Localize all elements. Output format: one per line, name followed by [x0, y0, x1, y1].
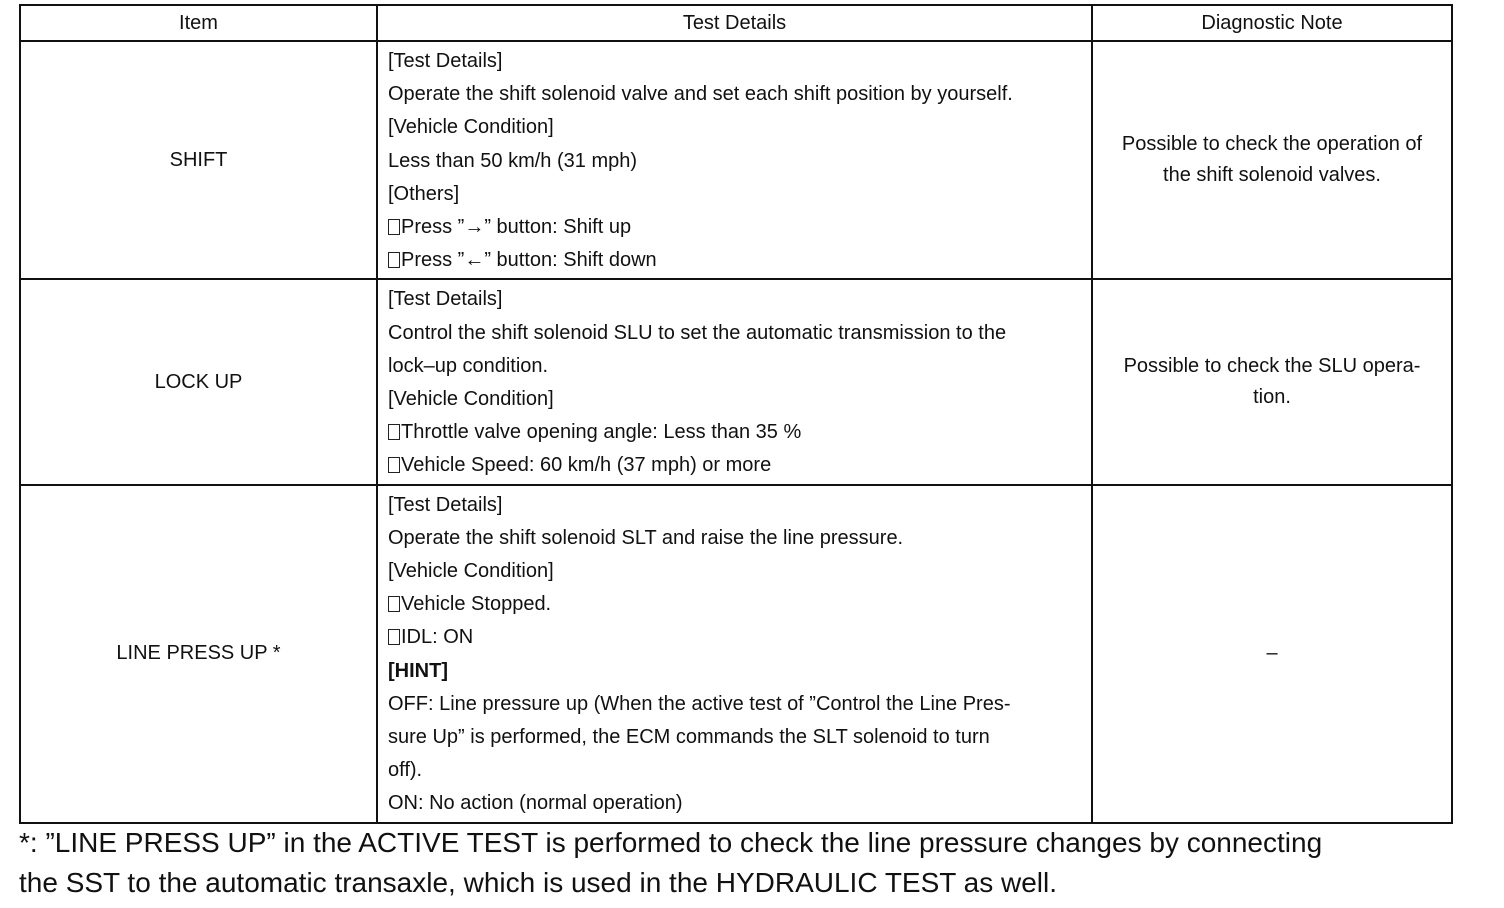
detail-text: [Test Details]	[388, 493, 503, 516]
detail-line	[388, 283, 1083, 316]
detail-text: OFF: Line pressure up (When the active test of ”Control the Line Pres-	[388, 692, 1011, 715]
header-diagnostic-note: Diagnostic Note	[1092, 5, 1452, 41]
detail-line	[388, 350, 1083, 383]
detail-text: [HINT]	[388, 659, 448, 682]
header-item: Item	[20, 5, 377, 41]
detail-text: Operate the shift solenoid SLT and raise the line pressure.	[388, 526, 904, 549]
detail-text: Vehicle Stopped.	[401, 593, 552, 616]
test-details-cell	[377, 279, 1092, 484]
detail-line	[388, 688, 1083, 721]
table-row	[20, 485, 1452, 823]
detail-text: [Test Details]	[388, 288, 503, 311]
table-row	[20, 41, 1452, 279]
detail-line	[388, 178, 1083, 211]
detail-text: Vehicle Speed: 60 km/h (37 mph) or more	[401, 454, 772, 477]
header-test-details: Test Details	[377, 5, 1092, 41]
note-line: tion.	[1253, 386, 1291, 409]
detail-text: Throttle valve opening angle: Less than 35 %	[401, 421, 802, 444]
diagnostic-note-cell	[1092, 41, 1452, 279]
note-line: the shift solenoid valves.	[1163, 164, 1381, 187]
diagnostic-note-cell	[1092, 279, 1452, 484]
detail-line	[388, 754, 1083, 787]
detail-text: ON: No action (normal operation)	[388, 792, 683, 815]
item-cell: LINE PRESS UP *	[20, 485, 377, 823]
active-test-table	[19, 4, 1453, 824]
footnote	[19, 823, 1479, 903]
detail-line	[388, 145, 1083, 178]
item-cell: SHIFT	[20, 41, 377, 279]
note-line: Possible to check the SLU opera-	[1123, 355, 1421, 378]
test-details-cell	[377, 41, 1092, 279]
detail-line	[388, 655, 1083, 688]
detail-text: Press ”←” button: Shift down	[401, 249, 657, 272]
detail-text: IDL: ON	[401, 626, 474, 649]
detail-line	[388, 78, 1083, 111]
detail-text: lock–up condition.	[388, 354, 549, 377]
checkbox-square-icon	[388, 457, 400, 473]
checkbox-square-icon	[388, 219, 400, 235]
checklist-line	[388, 244, 1083, 277]
checklist-line	[388, 588, 1083, 621]
footnote-line: the SST to the automatic transaxle, which is used in the HYDRAULIC TEST as well.	[19, 867, 1058, 898]
detail-text: [Test Details]	[388, 50, 503, 72]
checklist-line	[388, 416, 1083, 449]
detail-line	[388, 111, 1083, 144]
detail-text: [Vehicle Condition]	[388, 116, 554, 139]
detail-text: [Vehicle Condition]	[388, 560, 554, 583]
detail-text: Control the shift solenoid SLU to set the automatic transmission to the	[388, 321, 1007, 344]
detail-line	[388, 787, 1083, 820]
detail-line	[388, 721, 1083, 754]
table-header-row	[20, 5, 1452, 41]
detail-text: sure Up” is performed, the ECM commands the SLT solenoid to turn	[388, 726, 990, 749]
detail-line	[388, 45, 1083, 78]
detail-line	[388, 522, 1083, 555]
checkbox-square-icon	[388, 596, 400, 612]
checklist-line	[388, 621, 1083, 654]
detail-line	[388, 489, 1083, 522]
checkbox-square-icon	[388, 424, 400, 440]
table-row	[20, 279, 1452, 484]
note-line: Possible to check the operation of	[1121, 133, 1423, 156]
item-cell: LOCK UP	[20, 279, 377, 484]
note-line: –	[1266, 642, 1278, 665]
detail-text: Press ”→” button: Shift up	[401, 216, 632, 239]
detail-line	[388, 555, 1083, 588]
detail-text: [Others]	[388, 182, 460, 205]
checklist-line	[388, 449, 1083, 482]
test-details-cell	[377, 485, 1092, 823]
detail-line	[388, 317, 1083, 350]
checkbox-square-icon	[388, 629, 400, 645]
checklist-line	[388, 211, 1083, 244]
detail-text: off).	[388, 759, 423, 782]
checkbox-square-icon	[388, 252, 400, 268]
footnote-line: *: ”LINE PRESS UP” in the ACTIVE TEST is performed to check the line pressure changes by connecting	[19, 827, 1323, 858]
detail-text: Operate the shift solenoid valve and set each shift position by yourself.	[388, 83, 1013, 106]
detail-line	[388, 383, 1083, 416]
detail-text: Less than 50 km/h (31 mph)	[388, 149, 638, 172]
detail-text: [Vehicle Condition]	[388, 388, 554, 411]
diagnostic-note-cell	[1092, 485, 1452, 823]
